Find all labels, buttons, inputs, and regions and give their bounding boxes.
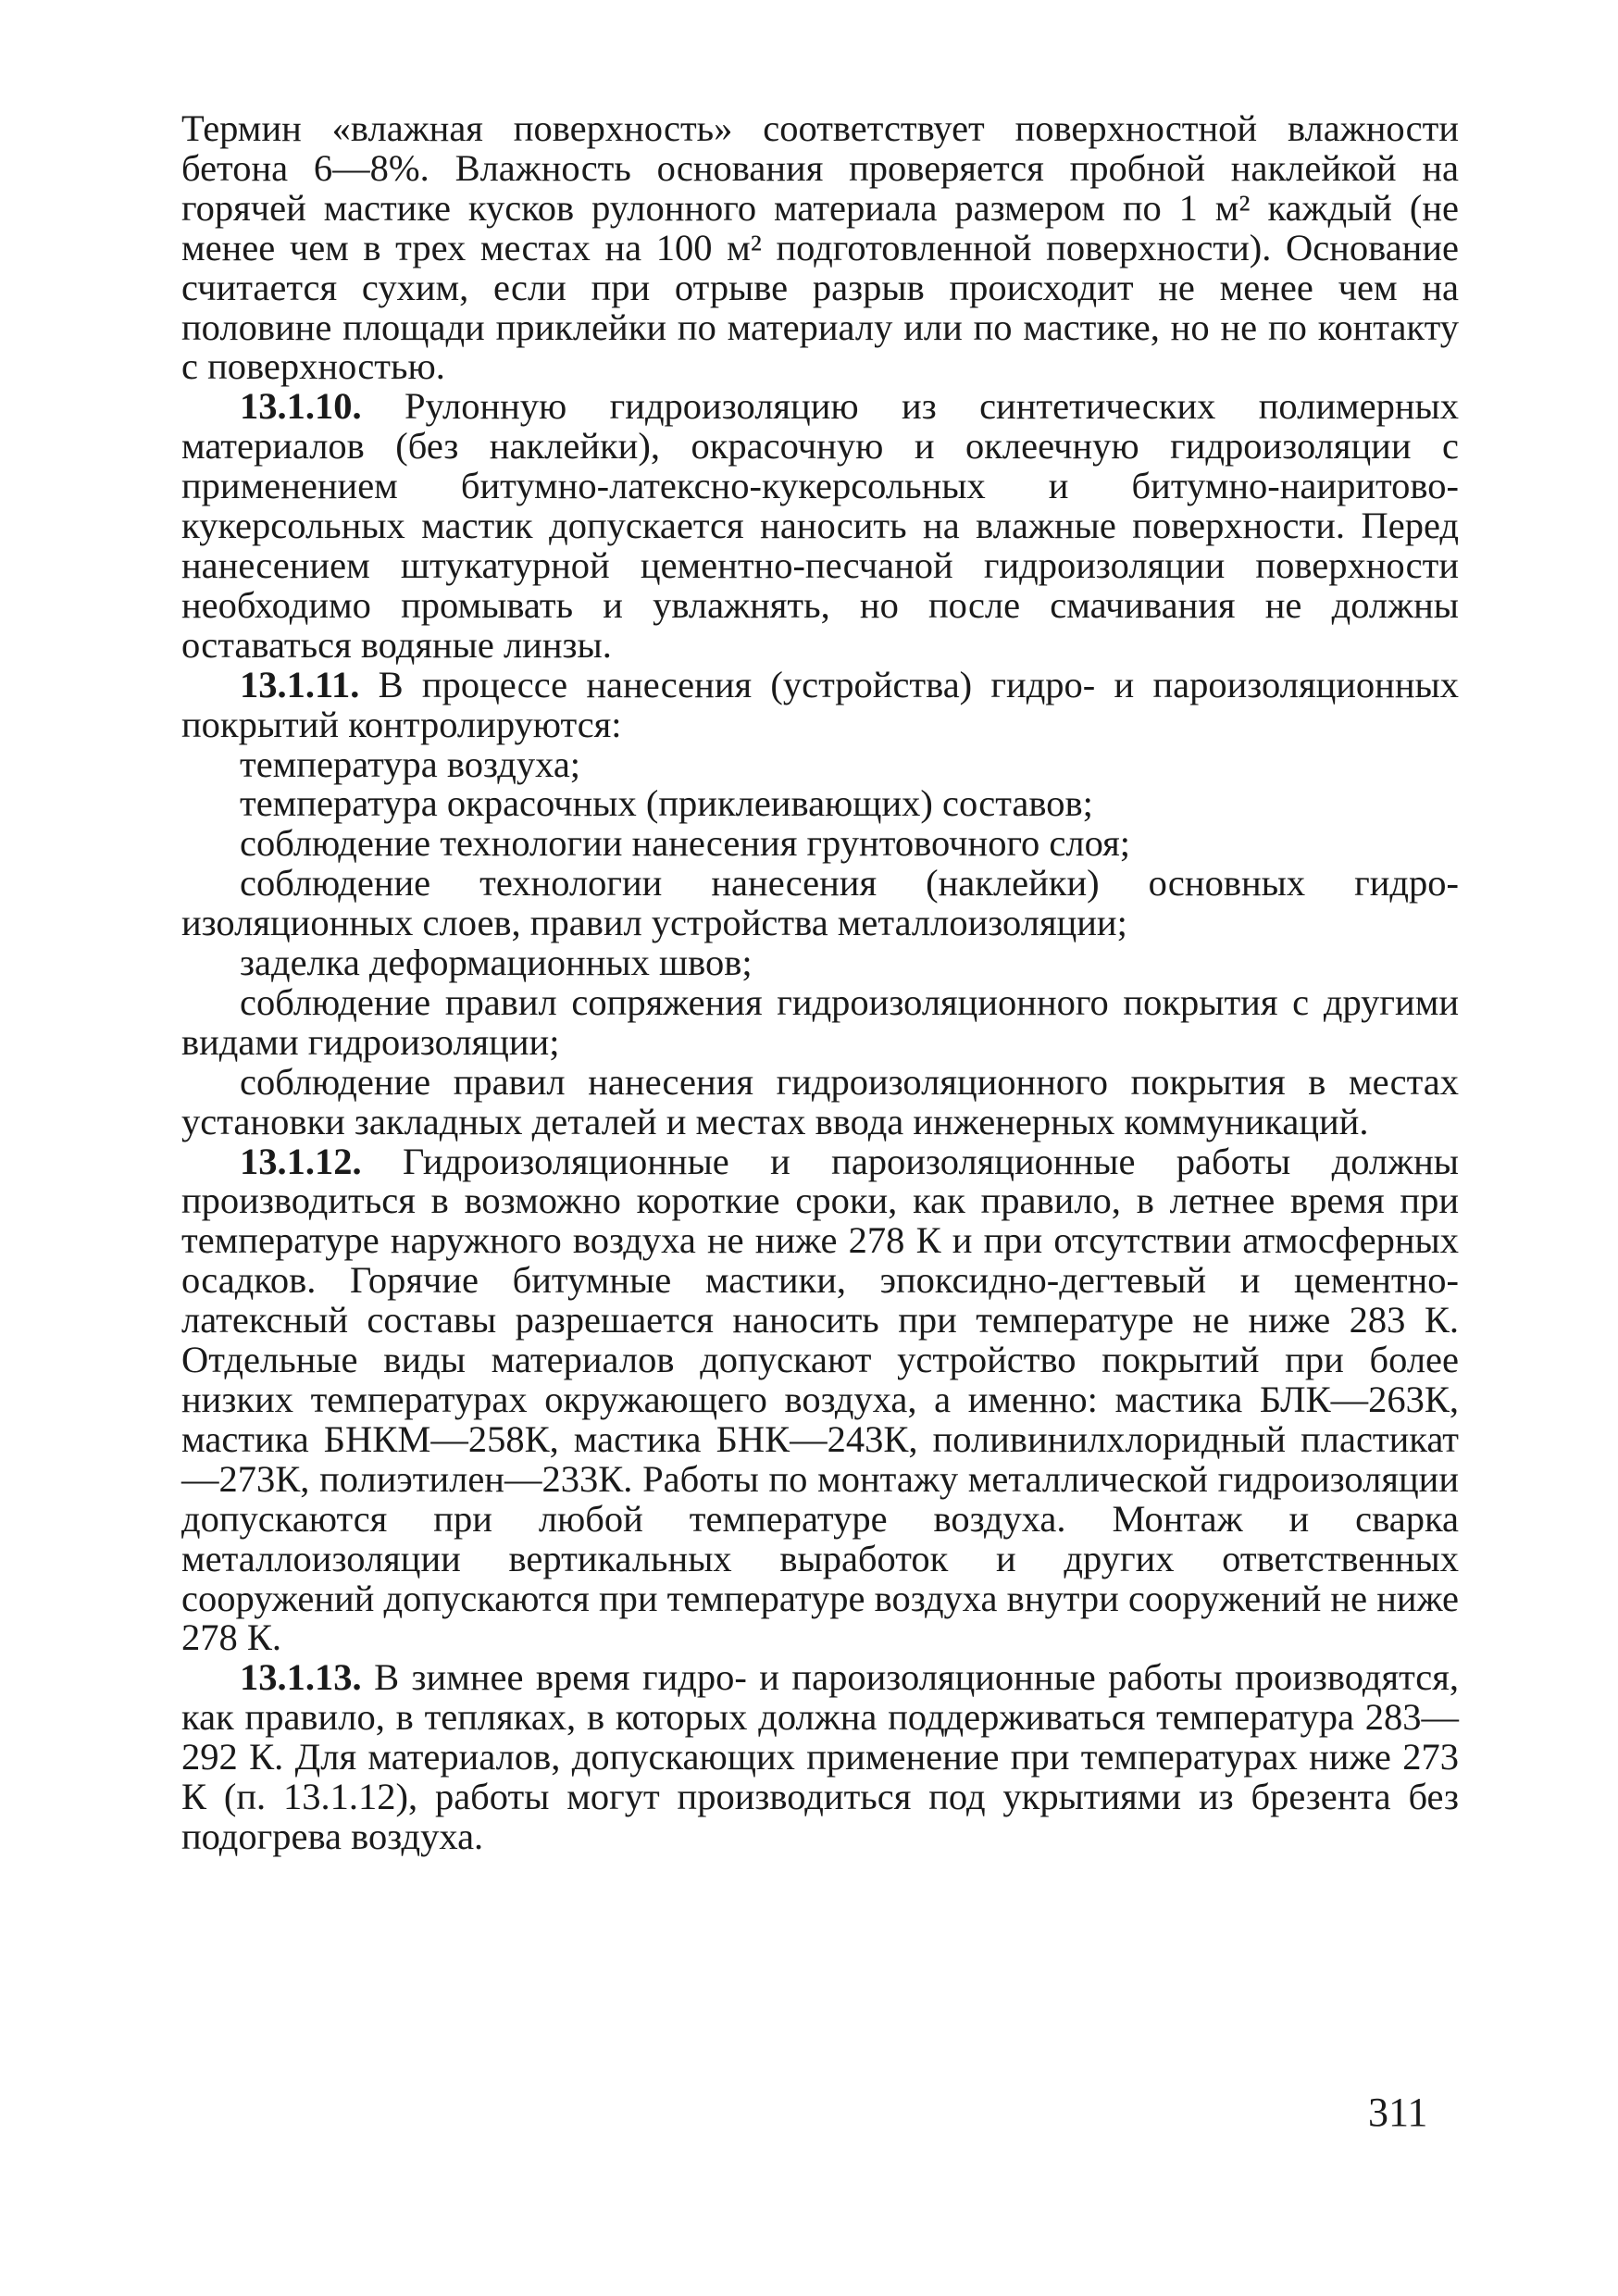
paragraph-text: Рулонную гидроизоляцию из синтетических полимерных материалов (без наклейки), окрасочную и оклеечную гидроизоляции с применением битумно-латексно-кукерсольных и битумно-наиритово-кукерсольных мастик допускается наносить на влажные поверхности. Перед нанесением штукатурной цементно-песчаной гидроизоляции поверхности необходимо промывать и увлажнять, но после смачивания не должны оставаться водяные линзы. (181, 385, 1459, 666)
paragraph-13-1-12 (181, 1142, 1459, 1659)
paragraph-text: Гидроизоляционные и пароизоляционные работы должны производиться в возможно короткие сроки, как правило, в летнее время при температуре наружного воздуха не ниже 278 К и при отсутствии атмосферных осадков. Горячие битумные мастики, эпоксидно-дегтевый и цементно-латексный составы разрешается наносить при температуре не ниже 283 К. Отдельные виды материалов допускают устройство покрытий при более низких температурах окружающего воздуха, а именно: мастика БЛК—263К, мастика БНКМ—258К, мастика БНК—243К, поливинилхлоридный пластикат—273К, полиэтилен—233К. Работы по монтажу металлической гидроизоляции допускаются при любой температуре воздуха. Монтаж и сварка металлоизоляции вертикальных выработок и других ответственных сооружений допускаются при температуре воздуха внутри сооружений не ниже 278 К. (181, 1140, 1459, 1659)
clause-number: 13.1.12. (240, 1140, 362, 1182)
list-item (181, 742, 1459, 785)
page-number: 311 (1368, 2090, 1428, 2135)
document-body (181, 109, 1459, 1857)
list-item (181, 824, 1459, 864)
paragraph-text: В процессе нанесения (устройства) гидро- и пароизоляционных покрытий контролируются: (181, 663, 1459, 745)
list-item-text: соблюдение правил сопряжения гидроизоляционного покрытия с другими видами гидроизоляции; (181, 980, 1459, 1063)
list-item-text: соблюдение правил нанесения гидроизоляционного покрытия в местах установки закладных деталей и местах ввода инженерных коммуникаций. (181, 1060, 1459, 1142)
list-item (181, 1060, 1459, 1142)
list-item (181, 864, 1459, 943)
list-item-text: температура воздуха; (240, 742, 581, 785)
paragraph-text: Термин «влажная поверхность» соответствует поверхностной влажности бетона 6—8%. Влажность основания проверяется пробной наклейкой на горячей мастике кусков рулонного материала размером по 1 м² каждый (не менее чем в трех местах на 100 м² подготовленной поверхности). Основание считается сухим, если при отрыве разрыв происходит не менее чем на половине площади приклейки по материалу или по мастике, но не по контакту с поверхностью. (181, 107, 1459, 388)
paragraph-text: В зимнее время гидро- и пароизоляционные работы производятся, как правило, в тепляках, в которых должна поддерживаться температура 283—292 К. Для материалов, допускающих применение при температурах ниже 273 К (п. 13.1.12), работы могут производиться под укрытиями из брезента без подогрева воздуха. (181, 1656, 1459, 1857)
paragraph-13-1-11 (181, 663, 1459, 745)
paragraph-13-1-13 (181, 1658, 1459, 1857)
clause-number: 13.1.13. (240, 1656, 362, 1699)
list-item-text: заделка деформационных швов; (240, 942, 753, 984)
list-item (181, 943, 1459, 983)
clause-number: 13.1.11. (240, 663, 360, 705)
list-item-text: соблюдение технологии нанесения (наклейки) основных гидроизоляционных слоев, правил устройства металлоизоляции; (181, 862, 1459, 944)
list-item (181, 784, 1459, 824)
clause-number: 13.1.10. (240, 385, 362, 428)
paragraph-13-1-10 (181, 387, 1459, 665)
list-item-text: соблюдение технологии нанесения грунтовочного слоя; (240, 822, 1130, 865)
list-item (181, 980, 1459, 1063)
list-item-text: температура окрасочных (приклеивающих) составов; (240, 782, 1093, 825)
paragraph-intro (181, 109, 1459, 387)
